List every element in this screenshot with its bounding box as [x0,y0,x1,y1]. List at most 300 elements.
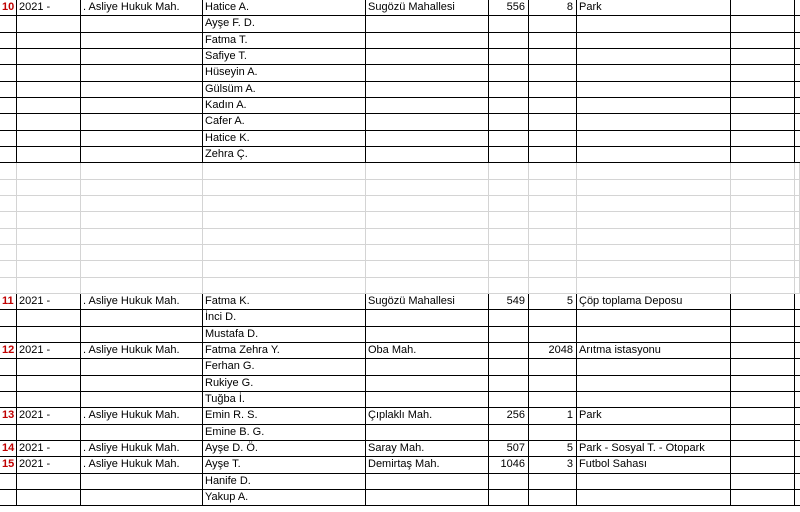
court-cell[interactable] [81,392,203,408]
usage-cell[interactable] [577,392,731,408]
year-cell[interactable] [17,131,81,147]
usage-cell[interactable] [577,327,731,343]
row-number-cell[interactable] [0,16,17,32]
neighborhood-cell[interactable]: Oba Mah. [366,343,489,359]
year-cell[interactable] [17,392,81,408]
blank-cell[interactable] [795,180,800,196]
court-cell[interactable] [81,33,203,49]
neighborhood-cell[interactable] [366,98,489,114]
table-row[interactable] [0,408,800,424]
name-cell[interactable]: Tuğba İ. [203,392,366,408]
court-cell[interactable] [81,212,203,228]
parcel-cell[interactable] [489,310,529,326]
year-cell[interactable]: 2021 - [17,408,81,424]
court-cell[interactable] [81,49,203,65]
row-number-cell[interactable]: 11 [0,294,17,310]
blank-cell[interactable] [731,147,795,163]
value-cell[interactable]: 5 [529,294,577,310]
name-cell[interactable]: Emine B. G. [203,425,366,441]
table-row[interactable] [0,310,800,326]
neighborhood-cell[interactable]: Sugözü Mahallesi [366,294,489,310]
neighborhood-cell[interactable] [366,425,489,441]
name-cell[interactable]: Emin R. S. [203,408,366,424]
value-cell[interactable] [529,229,577,245]
year-cell[interactable] [17,261,81,277]
row-number-cell[interactable] [0,98,17,114]
neighborhood-cell[interactable]: Sugözü Mahallesi [366,0,489,16]
name-cell[interactable]: Hanife D. [203,474,366,490]
court-cell[interactable] [81,147,203,163]
usage-cell[interactable] [577,425,731,441]
neighborhood-cell[interactable] [366,65,489,81]
name-cell[interactable]: Fatma Zehra Y. [203,343,366,359]
name-cell[interactable] [203,196,366,212]
value-cell[interactable] [529,490,577,506]
neighborhood-cell[interactable]: Çıplaklı Mah. [366,408,489,424]
neighborhood-cell[interactable] [366,131,489,147]
value-cell[interactable] [529,82,577,98]
table-row[interactable] [0,0,800,16]
name-cell[interactable]: Ayşe D. Ö. [203,441,366,457]
row-number-cell[interactable] [0,278,17,294]
name-cell[interactable]: Safiye T. [203,49,366,65]
court-cell[interactable] [81,163,203,179]
court-cell[interactable]: . Asliye Hukuk Mah. [81,0,203,16]
empty-row[interactable] [0,212,800,228]
parcel-cell[interactable] [489,163,529,179]
blank-cell[interactable] [731,457,795,473]
court-cell[interactable]: . Asliye Hukuk Mah. [81,343,203,359]
value-cell[interactable] [529,147,577,163]
court-cell[interactable]: . Asliye Hukuk Mah. [81,294,203,310]
court-cell[interactable] [81,98,203,114]
year-cell[interactable] [17,180,81,196]
name-cell[interactable]: Gülsüm A. [203,82,366,98]
row-number-cell[interactable] [0,392,17,408]
blank-cell[interactable] [731,278,795,294]
usage-cell[interactable] [577,82,731,98]
value-cell[interactable] [529,163,577,179]
value-cell[interactable] [529,98,577,114]
blank-cell[interactable] [795,327,800,343]
name-cell[interactable]: Mustafa D. [203,327,366,343]
usage-cell[interactable] [577,261,731,277]
row-number-cell[interactable] [0,196,17,212]
value-cell[interactable] [529,114,577,130]
usage-cell[interactable] [577,16,731,32]
row-number-cell[interactable] [0,65,17,81]
neighborhood-cell[interactable]: Demirtaş Mah. [366,457,489,473]
parcel-cell[interactable]: 1046 [489,457,529,473]
year-cell[interactable] [17,327,81,343]
blank-cell[interactable] [731,261,795,277]
parcel-cell[interactable] [489,147,529,163]
value-cell[interactable] [529,392,577,408]
row-number-cell[interactable] [0,245,17,261]
value-cell[interactable] [529,196,577,212]
year-cell[interactable] [17,474,81,490]
blank-cell[interactable] [731,425,795,441]
table-row[interactable] [0,457,800,473]
parcel-cell[interactable]: 549 [489,294,529,310]
row-number-cell[interactable] [0,310,17,326]
court-cell[interactable] [81,65,203,81]
value-cell[interactable]: 5 [529,441,577,457]
court-cell[interactable]: . Asliye Hukuk Mah. [81,457,203,473]
usage-cell[interactable]: Çöp toplama Deposu [577,294,731,310]
year-cell[interactable] [17,16,81,32]
parcel-cell[interactable] [489,392,529,408]
parcel-cell[interactable] [489,82,529,98]
usage-cell[interactable] [577,474,731,490]
blank-cell[interactable] [731,49,795,65]
value-cell[interactable] [529,359,577,375]
parcel-cell[interactable] [489,490,529,506]
row-number-cell[interactable] [0,261,17,277]
value-cell[interactable]: 1 [529,408,577,424]
table-row[interactable] [0,82,800,98]
neighborhood-cell[interactable] [366,376,489,392]
court-cell[interactable]: . Asliye Hukuk Mah. [81,441,203,457]
court-cell[interactable] [81,278,203,294]
neighborhood-cell[interactable] [366,327,489,343]
value-cell[interactable] [529,212,577,228]
row-number-cell[interactable]: 15 [0,457,17,473]
year-cell[interactable] [17,490,81,506]
table-row[interactable] [0,98,800,114]
neighborhood-cell[interactable] [366,229,489,245]
blank-cell[interactable] [795,261,800,277]
blank-cell[interactable] [795,425,800,441]
parcel-cell[interactable] [489,212,529,228]
year-cell[interactable]: 2021 - [17,343,81,359]
neighborhood-cell[interactable] [366,16,489,32]
blank-cell[interactable] [731,294,795,310]
usage-cell[interactable] [577,33,731,49]
neighborhood-cell[interactable] [366,490,489,506]
court-cell[interactable] [81,425,203,441]
value-cell[interactable] [529,65,577,81]
blank-cell[interactable] [795,245,800,261]
row-number-cell[interactable] [0,376,17,392]
blank-cell[interactable] [795,278,800,294]
blank-cell[interactable] [795,65,800,81]
name-cell[interactable]: İnci D. [203,310,366,326]
usage-cell[interactable] [577,131,731,147]
blank-cell[interactable] [795,163,800,179]
year-cell[interactable] [17,310,81,326]
usage-cell[interactable] [577,49,731,65]
year-cell[interactable] [17,147,81,163]
court-cell[interactable] [81,474,203,490]
parcel-cell[interactable] [489,196,529,212]
empty-row[interactable] [0,229,800,245]
year-cell[interactable]: 2021 - [17,441,81,457]
blank-cell[interactable] [795,212,800,228]
name-cell[interactable] [203,278,366,294]
value-cell[interactable] [529,180,577,196]
name-cell[interactable]: Kadın A. [203,98,366,114]
usage-cell[interactable] [577,163,731,179]
parcel-cell[interactable] [489,98,529,114]
usage-cell[interactable] [577,196,731,212]
year-cell[interactable]: 2021 - [17,457,81,473]
row-number-cell[interactable] [0,212,17,228]
year-cell[interactable] [17,114,81,130]
year-cell[interactable] [17,212,81,228]
value-cell[interactable]: 8 [529,0,577,16]
blank-cell[interactable] [795,490,800,506]
usage-cell[interactable] [577,229,731,245]
year-cell[interactable] [17,33,81,49]
usage-cell[interactable] [577,147,731,163]
blank-cell[interactable] [731,327,795,343]
table-row[interactable] [0,33,800,49]
parcel-cell[interactable] [489,474,529,490]
year-cell[interactable] [17,376,81,392]
blank-cell[interactable] [795,457,800,473]
year-cell[interactable] [17,359,81,375]
year-cell[interactable] [17,229,81,245]
parcel-cell[interactable] [489,245,529,261]
blank-cell[interactable] [731,408,795,424]
row-number-cell[interactable] [0,229,17,245]
table-row[interactable] [0,425,800,441]
neighborhood-cell[interactable] [366,33,489,49]
blank-cell[interactable] [731,33,795,49]
parcel-cell[interactable] [489,261,529,277]
blank-cell[interactable] [795,376,800,392]
neighborhood-cell[interactable] [366,196,489,212]
row-number-cell[interactable] [0,147,17,163]
name-cell[interactable] [203,163,366,179]
blank-cell[interactable] [731,114,795,130]
table-row[interactable] [0,490,800,506]
year-cell[interactable] [17,82,81,98]
name-cell[interactable]: Ferhan G. [203,359,366,375]
row-number-cell[interactable] [0,474,17,490]
table-row[interactable] [0,441,800,457]
parcel-cell[interactable] [489,327,529,343]
blank-cell[interactable] [795,359,800,375]
blank-cell[interactable] [795,408,800,424]
neighborhood-cell[interactable] [366,278,489,294]
row-number-cell[interactable] [0,114,17,130]
court-cell[interactable] [81,376,203,392]
table-row[interactable] [0,359,800,375]
blank-cell[interactable] [731,65,795,81]
neighborhood-cell[interactable]: Saray Mah. [366,441,489,457]
name-cell[interactable] [203,245,366,261]
year-cell[interactable] [17,98,81,114]
court-cell[interactable] [81,229,203,245]
court-cell[interactable]: . Asliye Hukuk Mah. [81,408,203,424]
empty-row[interactable] [0,245,800,261]
blank-cell[interactable] [731,441,795,457]
name-cell[interactable]: Cafer A. [203,114,366,130]
name-cell[interactable]: Rukiye G. [203,376,366,392]
blank-cell[interactable] [731,343,795,359]
blank-cell[interactable] [731,212,795,228]
blank-cell[interactable] [795,98,800,114]
usage-cell[interactable] [577,490,731,506]
blank-cell[interactable] [795,294,800,310]
name-cell[interactable] [203,212,366,228]
value-cell[interactable] [529,245,577,261]
parcel-cell[interactable] [489,33,529,49]
usage-cell[interactable] [577,245,731,261]
blank-cell[interactable] [731,229,795,245]
row-number-cell[interactable] [0,180,17,196]
year-cell[interactable]: 2021 - [17,294,81,310]
neighborhood-cell[interactable] [366,82,489,98]
blank-cell[interactable] [731,245,795,261]
usage-cell[interactable] [577,376,731,392]
blank-cell[interactable] [795,229,800,245]
blank-cell[interactable] [795,82,800,98]
empty-row[interactable] [0,196,800,212]
court-cell[interactable] [81,359,203,375]
blank-cell[interactable] [731,392,795,408]
table-row[interactable] [0,294,800,310]
value-cell[interactable]: 3 [529,457,577,473]
table-row[interactable] [0,114,800,130]
blank-cell[interactable] [731,376,795,392]
row-number-cell[interactable] [0,425,17,441]
name-cell[interactable]: Hüseyin A. [203,65,366,81]
name-cell[interactable]: Hatice A. [203,0,366,16]
value-cell[interactable] [529,376,577,392]
year-cell[interactable] [17,65,81,81]
table-row[interactable] [0,131,800,147]
usage-cell[interactable] [577,180,731,196]
neighborhood-cell[interactable] [366,359,489,375]
parcel-cell[interactable] [489,131,529,147]
usage-cell[interactable] [577,278,731,294]
value-cell[interactable] [529,278,577,294]
neighborhood-cell[interactable] [366,310,489,326]
row-number-cell[interactable] [0,49,17,65]
neighborhood-cell[interactable] [366,245,489,261]
neighborhood-cell[interactable] [366,474,489,490]
neighborhood-cell[interactable] [366,147,489,163]
usage-cell[interactable]: Park - Sosyal T. - Otopark [577,441,731,457]
usage-cell[interactable]: Park [577,0,731,16]
usage-cell[interactable] [577,65,731,81]
blank-cell[interactable] [731,82,795,98]
parcel-cell[interactable] [489,425,529,441]
name-cell[interactable] [203,261,366,277]
parcel-cell[interactable] [489,343,529,359]
blank-cell[interactable] [731,0,795,16]
blank-cell[interactable] [731,196,795,212]
row-number-cell[interactable] [0,82,17,98]
court-cell[interactable] [81,180,203,196]
value-cell[interactable]: 2048 [529,343,577,359]
blank-cell[interactable] [795,310,800,326]
row-number-cell[interactable] [0,359,17,375]
court-cell[interactable] [81,16,203,32]
value-cell[interactable] [529,131,577,147]
year-cell[interactable] [17,278,81,294]
name-cell[interactable]: Ayşe T. [203,457,366,473]
parcel-cell[interactable] [489,114,529,130]
table-row[interactable] [0,474,800,490]
parcel-cell[interactable] [489,278,529,294]
name-cell[interactable] [203,180,366,196]
court-cell[interactable] [81,490,203,506]
neighborhood-cell[interactable] [366,180,489,196]
blank-cell[interactable] [795,33,800,49]
blank-cell[interactable] [731,16,795,32]
blank-cell[interactable] [795,474,800,490]
parcel-cell[interactable] [489,65,529,81]
table-row[interactable] [0,376,800,392]
court-cell[interactable] [81,114,203,130]
row-number-cell[interactable]: 10 [0,0,17,16]
blank-cell[interactable] [795,343,800,359]
neighborhood-cell[interactable] [366,261,489,277]
court-cell[interactable] [81,196,203,212]
blank-cell[interactable] [795,147,800,163]
parcel-cell[interactable] [489,229,529,245]
neighborhood-cell[interactable] [366,163,489,179]
blank-cell[interactable] [731,474,795,490]
blank-cell[interactable] [731,98,795,114]
blank-cell[interactable] [795,441,800,457]
blank-cell[interactable] [795,196,800,212]
usage-cell[interactable] [577,212,731,228]
blank-cell[interactable] [795,16,800,32]
parcel-cell[interactable]: 507 [489,441,529,457]
blank-cell[interactable] [795,114,800,130]
neighborhood-cell[interactable] [366,392,489,408]
blank-cell[interactable] [795,131,800,147]
row-number-cell[interactable] [0,33,17,49]
court-cell[interactable] [81,261,203,277]
value-cell[interactable] [529,425,577,441]
value-cell[interactable] [529,474,577,490]
name-cell[interactable]: Hatice K. [203,131,366,147]
table-row[interactable] [0,327,800,343]
empty-row[interactable] [0,163,800,179]
neighborhood-cell[interactable] [366,212,489,228]
court-cell[interactable] [81,131,203,147]
name-cell[interactable] [203,229,366,245]
court-cell[interactable] [81,327,203,343]
value-cell[interactable] [529,49,577,65]
usage-cell[interactable]: Arıtma istasyonu [577,343,731,359]
name-cell[interactable]: Ayşe F. D. [203,16,366,32]
parcel-cell[interactable] [489,49,529,65]
year-cell[interactable] [17,49,81,65]
row-number-cell[interactable] [0,327,17,343]
court-cell[interactable] [81,245,203,261]
blank-cell[interactable] [731,180,795,196]
year-cell[interactable] [17,245,81,261]
year-cell[interactable] [17,196,81,212]
blank-cell[interactable] [731,310,795,326]
table-row[interactable] [0,16,800,32]
table-row[interactable] [0,49,800,65]
blank-cell[interactable] [795,392,800,408]
usage-cell[interactable] [577,114,731,130]
name-cell[interactable]: Yakup A. [203,490,366,506]
parcel-cell[interactable]: 556 [489,0,529,16]
year-cell[interactable] [17,425,81,441]
blank-cell[interactable] [731,359,795,375]
empty-row[interactable] [0,278,800,294]
